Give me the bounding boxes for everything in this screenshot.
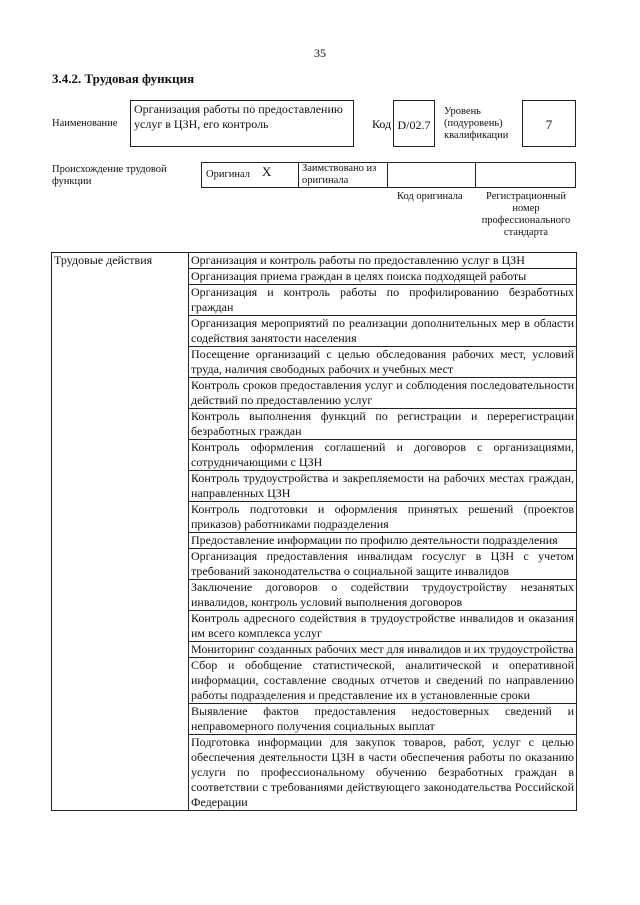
work-action-item: Сбор и обобщение статистической, аналитической и оперативной информации, составление сводных отчетов и сведений по направлению работы подразделения и представление их в установленные сроки xyxy=(189,658,577,704)
work-action-item: Мониторинг созданных рабочих мест для инвалидов и их трудоустройства xyxy=(189,642,577,658)
level-value-box: 7 xyxy=(522,100,576,147)
work-action-item: Контроль сроков предоставления услуг и соблюдения последовательности действий по предоставлению услуг xyxy=(189,378,577,409)
code-original-cell xyxy=(387,162,476,188)
page-number: 35 xyxy=(314,46,326,60)
code-label: Код xyxy=(372,117,392,131)
origin-label: Происхождение трудовой функции xyxy=(52,164,167,187)
work-action-item: Выявление фактов предоставления недостоверных сведений и неправомерного получения социальных выплат xyxy=(189,704,577,735)
section-title: 3.4.2. Трудовая функция xyxy=(52,71,195,86)
work-action-item: Подготовка информации для закупок товаров, работ, услуг с целью обеспечения деятельности ЦЗН в части обеспечения работы по оказанию услуги по профессиональному обучению безработных граждан в соответствии с требованиями действующего законодательства Российской Федерации xyxy=(189,735,577,811)
original-label: Оригинал xyxy=(206,169,250,180)
work-action-item: Предоставление информации по профилю деятельности подразделения xyxy=(189,533,577,549)
work-action-item: Организация и контроль работы по профилированию безработных граждан xyxy=(189,285,577,316)
function-name-box: Организация работы по предоставлению услуг в ЦЗН, его контроль xyxy=(130,100,354,147)
code-value-box: D/02.7 xyxy=(393,100,435,147)
work-action-item: Контроль подготовки и оформления принятых решений (проектов приказов) работниками подразделения xyxy=(189,502,577,533)
reg-number-caption: Регистрационный номер профессионального стандарта xyxy=(481,191,571,238)
code-original-caption: Код оригинала xyxy=(397,191,463,202)
name-label: Наименование xyxy=(52,118,118,129)
work-action-item: Организация предоставления инвалидам госуслуг в ЦЗН с учетом требований законодательства о социальной защите инвалидов xyxy=(189,549,577,580)
work-action-item: Контроль оформления соглашений и договоров с организациями, сотрудничающими с ЦЗН xyxy=(189,440,577,471)
work-action-item: Контроль трудоустройства и закрепляемости на рабочих местах граждан, направленных ЦЗН xyxy=(189,471,577,502)
work-action-row xyxy=(52,253,577,269)
work-actions-table xyxy=(51,252,577,811)
work-action-item: Посещение организаций с целью обследования рабочих мест, условий труда, наличия свободных рабочих и учебных мест xyxy=(189,347,577,378)
work-action-item: Организация приема граждан в целях поиска подходящей работы xyxy=(189,269,577,285)
work-actions-heading: Трудовые действия xyxy=(52,253,189,811)
work-action-item: Контроль адресного содействия в трудоустройстве инвалидов и оказания им всего комплекса услуг xyxy=(189,611,577,642)
level-label: Уровень (подуровень) квалификации xyxy=(444,106,509,141)
work-action-item: Контроль выполнения функций по регистрации и перерегистрации безработных граждан xyxy=(189,409,577,440)
original-cell xyxy=(201,162,299,188)
borrowed-cell: Заимствовано из оригинала xyxy=(298,162,388,188)
work-action-item: Организация и контроль работы по предоставлению услуг в ЦЗН xyxy=(189,253,577,269)
work-action-item: Организация мероприятий по реализации дополнительных мер в области содействия занятости населения xyxy=(189,316,577,347)
work-action-item: Заключение договоров о содействии трудоустройству незанятых инвалидов, контроль условий выполнения договоров xyxy=(189,580,577,611)
reg-number-cell xyxy=(475,162,576,188)
original-mark: X xyxy=(262,164,272,179)
